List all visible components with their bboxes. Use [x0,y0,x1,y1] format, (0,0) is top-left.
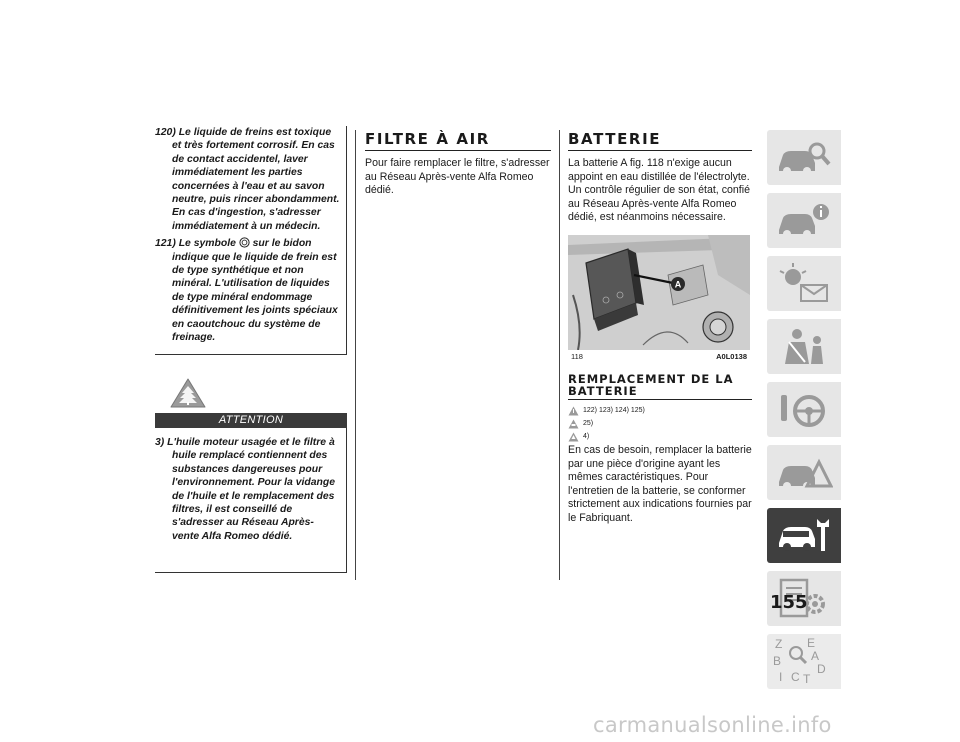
tab-warning-lights[interactable] [767,256,841,311]
tab-dashboard[interactable] [767,193,841,248]
tab-car-knowledge[interactable] [767,130,841,185]
index-letter: C [791,670,800,684]
note-text-rest: et très fortement corrosif. En cas de contact accidentel, laver immédiatement les parties concernées à l'eau et au savon neutre, puis rincer abondamment. En cas d'ingestion, s'adresser immédiatement à un médecin. [172,140,340,232]
note-120 [155,126,340,233]
index-letter: T [803,672,811,686]
steering-wheel-icon [775,389,833,431]
note-text-first: Le liquide de freins est toxique [178,127,332,138]
note-text-rest: indique que le liquide de frein est de type synthétique et non minéral. L'utilisation de liquides de type minéral endommage définitivement les joints spéciaux en caoutchouc du système de freinage. [172,251,338,344]
air-filter-section [365,130,551,198]
note-number: 3) [155,437,165,448]
index-letter: D [817,662,826,676]
brake-fluid-symbol-icon [239,237,250,248]
attention-box [155,428,347,573]
air-filter-body: Pour faire remplacer le filtre, s'adresser au Réseau Après-vente Alfa Romeo dédié. [365,157,550,197]
tab-starting-driving[interactable] [767,382,841,437]
watermark: carmanualsonline.info [593,713,832,737]
car-warning-triangle-icon [775,452,833,494]
ref-numbers: 4) [583,433,590,441]
note-121 [155,237,340,344]
section-title-air-filter: FILTRE À AIR [365,130,551,151]
index-letter: B [773,654,782,668]
ref-numbers: 122) 123) 124) 125) [583,407,645,415]
tab-maintenance[interactable] [767,508,841,563]
warning-light-envelope-icon [775,263,833,305]
column-divider-1 [355,130,356,580]
index-letter: E [807,636,816,650]
car-wrench-icon [775,515,833,557]
battery-replacement-body: En cas de besoin, remplacer la batterie par une pièce d'origine ayant les mêmes caractéristiques. Pour l'entretien de la batterie, se conformer strictement aux indications fournies par le Fabriquant. [568,443,752,524]
danger-triangle-icon [568,406,579,416]
subtitle-line: REMPLACEMENT DE LA [568,371,734,386]
index-letter: Z [775,637,783,651]
tab-safety[interactable] [767,319,841,374]
section-subtitle-battery-replacement [568,373,752,400]
column-divider-2 [559,130,560,580]
index-letter: I [779,670,783,684]
engine-bay-illustration [568,235,750,350]
warning-refs-row [568,405,752,417]
seatbelt-person-icon [775,326,833,368]
note-text-first-end: sur le bidon [252,238,312,250]
subtitle-line: BATTERIE [568,383,638,398]
figure-number: 118 [571,351,583,361]
environment-refs-row [568,431,752,443]
callout-label: A [674,279,682,290]
ref-numbers: 25) [583,420,594,428]
tab-alphabetical-index[interactable] [767,634,841,689]
note-number: 121) [155,238,176,250]
figure-caption [568,350,750,363]
section-title-battery: BATTERIE [568,130,752,151]
attention-header: ATTENTION [155,413,347,428]
note-text-first: L'huile moteur usagée et le filtre à [167,437,335,448]
tree-triangle-small-icon [568,432,579,442]
magnifier-small-icon [787,644,809,666]
note-text-first: Le symbole [178,238,236,250]
battery-figure [568,235,750,363]
note-3 [155,436,340,543]
tab-emergency[interactable] [767,445,841,500]
note-text-rest: huile remplacé contiennent des substances dangereuses pour l'environnement. Pour la vidange de l'huile et le remplacement des filtres, il est conseillé de s'adresser au Réseau Après-vente Alfa Romeo dédié. [172,450,335,542]
car-magnifier-icon [775,137,833,179]
caution-hand-icon [568,419,579,429]
environment-warning-triangle [169,377,209,409]
battery-section [568,130,752,526]
figure-code: A0L0138 [716,351,747,361]
car-info-icon [775,200,833,242]
caution-refs-row [568,418,752,430]
alphabet-index-icon [767,634,841,689]
brake-fluid-notes-box [155,126,347,355]
note-number: 120) [155,127,176,138]
page-number: 155 [770,592,808,613]
index-letter: A [811,649,820,663]
battery-intro: La batterie A fig. 118 n'exige aucun appoint en eau distillée de l'électrolyte. Un contrôle régulier de son état, confié au Réseau Après-vente Alfa Romeo dédié, est néanmoins nécessaire. [568,157,750,224]
warnings-column [155,126,347,573]
tree-triangle-icon [169,377,207,409]
